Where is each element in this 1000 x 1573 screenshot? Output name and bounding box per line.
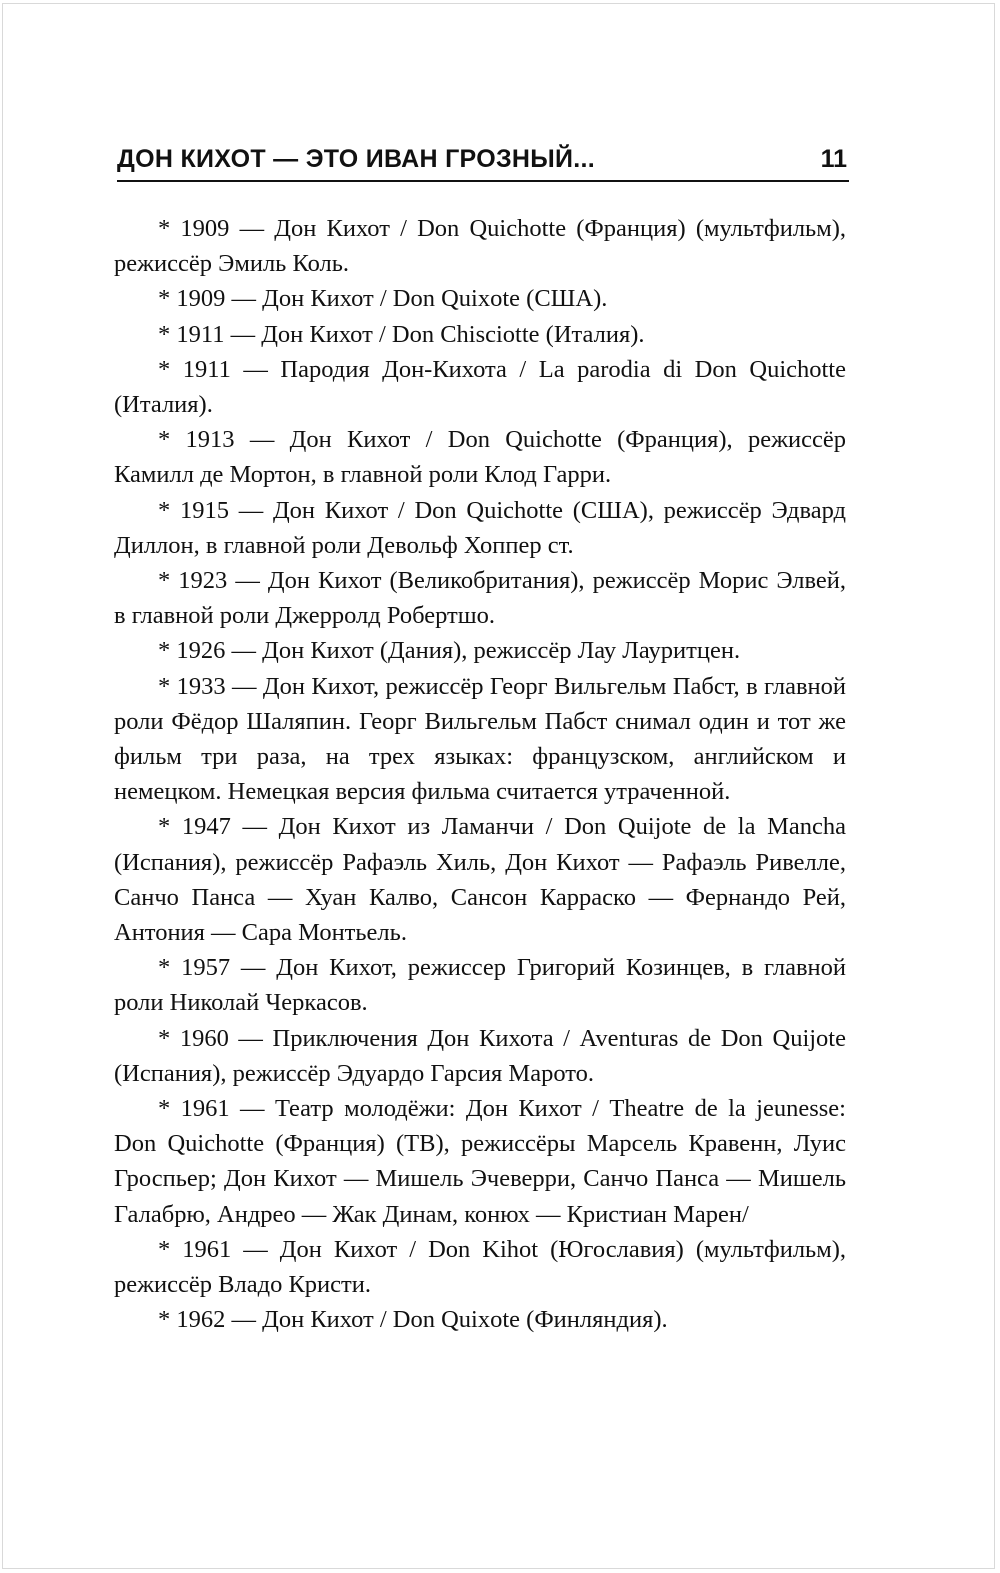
- running-title: ДОН КИХОТ — ЭТО ИВАН ГРОЗНЫЙ...: [117, 145, 596, 173]
- film-entry-1961-kihot: * 1961 — Дон Кихот / Don Kihot (Югославия) (мультфильм), режиссёр Владо Кристи.: [114, 1235, 846, 1299]
- film-entry-1960: * 1960 — Приключения Дон Кихота / Aventuras de Don Quijote (Испания), режиссёр Эдуардо Гарсия Марото.: [114, 1024, 846, 1087]
- film-entry-1909-quixote: * 1909 — Дон Кихот / Don Quixote (США).: [158, 285, 608, 313]
- film-entry-1915: * 1915 — Дон Кихот / Don Quichotte (США), режиссёр Эдвард Диллон, в главной роли Девольф Хоппер ст.: [114, 496, 846, 559]
- film-entry-1909-quichotte: * 1909 — Дон Кихот / Don Quichotte (Франция) (мультфильм), режиссёр Эмиль Коль.: [114, 215, 846, 278]
- film-entry-1911-chisciotte: * 1911 — Дон Кихот / Don Chisciotte (Италия).: [158, 320, 645, 348]
- film-entry-1926: * 1926 — Дон Кихот (Дания), режиссёр Лау Лауритцен.: [158, 637, 741, 665]
- filmography-list: [114, 211, 846, 1338]
- film-entry-1947: * 1947 — Дон Кихот из Ламанчи / Don Quijote de la Mancha (Испания), режиссёр Рафаэль Хиль, Дон Кихот — Рафаэль Ривелле, Санчо Панса — Хуан Калво, Сансон Карраско — Фернандо Рей, Антония — Сара Монтьель.: [114, 813, 846, 947]
- running-header: [117, 142, 849, 182]
- page-number: 11: [820, 145, 847, 173]
- film-entry-1913: * 1913 — Дон Кихот / Don Quichotte (Франция), режиссёр Камилл де Мортон, в главной роли Клод Гарри.: [114, 426, 846, 489]
- film-entry-1923: * 1923 — Дон Кихот (Великобритания), режиссёр Морис Элвей, в главной роли Джерролд Робертшо.: [114, 567, 846, 630]
- film-entry-1911-parodia: * 1911 — Пародия Дон-Кихота / La parodia di Don Quichotte (Италия).: [114, 355, 846, 419]
- film-entry-1962: * 1962 — Дон Кихот / Don Quixote (Финляндия).: [158, 1306, 668, 1334]
- film-entry-1933: * 1933 — Дон Кихот, режиссёр Георг Вильгельм Пабст, в главной роли Фёдор Шаляпин. Георг Вильгельм Пабст снимал один и тот же фильм три раза, на трех языках: французском, английском и немецком. Немецкая версия фильма считается утраченной.: [114, 672, 846, 806]
- film-entry-1961-theatre: * 1961 — Театр молодёжи: Дон Кихот / Theatre de la jeunesse: Don Quichotte (Франция) (ТВ), режиссёры Марсель Кравенн, Луис Гроспьер; Дон Кихот — Мишель Эчеверри, Санчо Панса — Мишель Галабрю, Андрео — Жак Динам, конюх — Кристиан Марен/: [114, 1095, 846, 1228]
- film-entry-1957: * 1957 — Дон Кихот, режиссер Григорий Козинцев, в главной роли Николай Черкасов.: [114, 954, 846, 1017]
